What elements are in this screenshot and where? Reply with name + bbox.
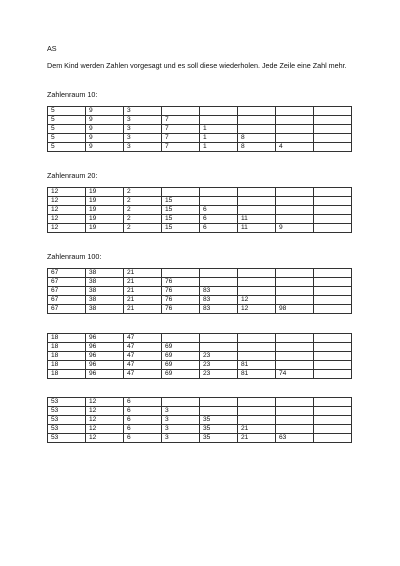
table-cell: 9	[86, 134, 124, 143]
table-cell	[314, 278, 352, 287]
table-cell: 96	[86, 361, 124, 370]
number-table-zahlenraum-100-c	[47, 397, 352, 443]
table-cell: 12	[48, 197, 86, 206]
table-cell	[314, 224, 352, 233]
table-cell: 23	[200, 370, 238, 379]
table-cell: 15	[162, 206, 200, 215]
table-cell: 21	[124, 296, 162, 305]
section-label-zahlenraum-20: Zahlenraum 20:	[47, 171, 98, 180]
table-cell: 38	[86, 305, 124, 314]
table-cell: 7	[162, 134, 200, 143]
table-cell	[200, 398, 238, 407]
table-cell: 18	[48, 352, 86, 361]
table-cell: 6	[124, 398, 162, 407]
table-cell: 3	[162, 407, 200, 416]
table-cell	[238, 269, 276, 278]
table-cell	[200, 107, 238, 116]
table-cell: 83	[200, 287, 238, 296]
table-cell: 12	[86, 434, 124, 443]
table-cell	[238, 278, 276, 287]
table-cell	[314, 305, 352, 314]
table-cell: 9	[276, 224, 314, 233]
table-row	[48, 224, 352, 233]
table-cell: 76	[162, 278, 200, 287]
table-cell	[314, 398, 352, 407]
table-cell: 96	[86, 334, 124, 343]
table-cell	[162, 269, 200, 278]
table-cell	[314, 352, 352, 361]
table-row	[48, 425, 352, 434]
table-cell: 38	[86, 287, 124, 296]
table-cell: 5	[48, 125, 86, 134]
table-cell	[276, 425, 314, 434]
table-cell: 38	[86, 269, 124, 278]
table-row	[48, 125, 352, 134]
table-cell: 12	[48, 224, 86, 233]
table-cell: 53	[48, 398, 86, 407]
table-cell	[276, 278, 314, 287]
table-cell: 3	[124, 125, 162, 134]
table-cell	[238, 206, 276, 215]
table-cell	[314, 206, 352, 215]
table-row	[48, 134, 352, 143]
table-cell: 38	[86, 296, 124, 305]
table-cell: 67	[48, 287, 86, 296]
table-cell	[238, 334, 276, 343]
table-row	[48, 416, 352, 425]
table-row	[48, 143, 352, 152]
table-cell: 3	[124, 143, 162, 152]
table-cell	[162, 334, 200, 343]
table-cell: 3	[124, 134, 162, 143]
table-row	[48, 343, 352, 352]
number-table-zahlenraum-10	[47, 106, 352, 152]
table-cell	[238, 407, 276, 416]
table-cell: 23	[200, 361, 238, 370]
table-cell	[314, 287, 352, 296]
table-cell: 18	[48, 361, 86, 370]
table-cell	[276, 197, 314, 206]
table-cell	[314, 407, 352, 416]
table-cell	[276, 215, 314, 224]
table-cell: 2	[124, 215, 162, 224]
table-cell	[162, 398, 200, 407]
table-cell: 76	[162, 305, 200, 314]
table-cell: 6	[124, 434, 162, 443]
table-cell	[314, 416, 352, 425]
table-cell: 15	[162, 224, 200, 233]
table-cell	[200, 116, 238, 125]
table-cell	[162, 107, 200, 116]
table-cell	[200, 407, 238, 416]
table-row	[48, 398, 352, 407]
table-row	[48, 278, 352, 287]
table-row	[48, 334, 352, 343]
table-cell: 9	[86, 143, 124, 152]
table-cell: 67	[48, 296, 86, 305]
table-row	[48, 206, 352, 215]
table-cell: 69	[162, 370, 200, 379]
instructions-text: Dem Kind werden Zahlen vorgesagt und es soll diese wiederholen. Jede Zeile eine Zahl mehr.	[47, 61, 347, 70]
table-row	[48, 287, 352, 296]
table-cell: 6	[200, 206, 238, 215]
table-cell	[238, 287, 276, 296]
table-cell	[200, 197, 238, 206]
table-cell: 74	[276, 370, 314, 379]
table-cell: 3	[162, 416, 200, 425]
table-cell	[314, 296, 352, 305]
table-cell: 18	[48, 370, 86, 379]
table-cell	[276, 343, 314, 352]
table-cell: 81	[238, 370, 276, 379]
table-cell: 53	[48, 407, 86, 416]
table-cell	[238, 125, 276, 134]
table-cell: 1	[200, 134, 238, 143]
table-cell	[314, 434, 352, 443]
table-cell: 12	[48, 188, 86, 197]
number-table-zahlenraum-20	[47, 187, 352, 233]
table-row	[48, 370, 352, 379]
table-cell: 21	[124, 287, 162, 296]
table-row	[48, 352, 352, 361]
table-cell	[238, 352, 276, 361]
table-cell: 12	[86, 416, 124, 425]
table-cell: 47	[124, 370, 162, 379]
table-cell	[238, 197, 276, 206]
table-row	[48, 305, 352, 314]
table-cell: 67	[48, 305, 86, 314]
table-cell: 12	[48, 206, 86, 215]
table-cell: 6	[124, 407, 162, 416]
table-cell	[314, 125, 352, 134]
table-cell: 83	[200, 296, 238, 305]
table-cell	[200, 334, 238, 343]
table-cell: 4	[276, 143, 314, 152]
table-cell: 21	[238, 434, 276, 443]
table-cell: 76	[162, 287, 200, 296]
table-cell	[276, 416, 314, 425]
table-cell	[200, 278, 238, 287]
table-cell	[238, 107, 276, 116]
table-cell: 1	[200, 143, 238, 152]
table-cell: 2	[124, 197, 162, 206]
table-cell	[276, 206, 314, 215]
table-cell: 23	[200, 352, 238, 361]
table-cell: 53	[48, 434, 86, 443]
table-cell: 5	[48, 107, 86, 116]
table-cell: 69	[162, 352, 200, 361]
table-cell	[238, 116, 276, 125]
table-cell: 8	[238, 134, 276, 143]
table-row	[48, 107, 352, 116]
table-cell: 2	[124, 224, 162, 233]
table-cell: 98	[276, 305, 314, 314]
table-row	[48, 296, 352, 305]
table-cell: 8	[238, 143, 276, 152]
table-cell: 2	[124, 206, 162, 215]
table-cell	[200, 269, 238, 278]
table-cell: 53	[48, 425, 86, 434]
table-cell	[238, 416, 276, 425]
table-row	[48, 434, 352, 443]
table-cell: 9	[86, 116, 124, 125]
table-cell: 21	[124, 278, 162, 287]
table-cell	[314, 116, 352, 125]
table-cell	[314, 370, 352, 379]
table-cell: 12	[238, 296, 276, 305]
number-table-zahlenraum-100-a	[47, 268, 352, 314]
table-cell	[314, 215, 352, 224]
table-cell	[238, 343, 276, 352]
table-cell: 47	[124, 334, 162, 343]
table-cell: 5	[48, 116, 86, 125]
table-cell	[276, 107, 314, 116]
table-cell: 47	[124, 343, 162, 352]
table-cell: 3	[124, 116, 162, 125]
table-cell: 5	[48, 143, 86, 152]
table-cell: 21	[124, 269, 162, 278]
table-cell: 19	[86, 215, 124, 224]
table-cell: 3	[162, 434, 200, 443]
table-cell	[314, 188, 352, 197]
table-cell: 19	[86, 197, 124, 206]
table-cell: 19	[86, 224, 124, 233]
table-cell: 67	[48, 269, 86, 278]
table-cell: 11	[238, 215, 276, 224]
table-cell: 47	[124, 352, 162, 361]
table-cell	[276, 334, 314, 343]
table-row	[48, 407, 352, 416]
table-cell: 96	[86, 352, 124, 361]
table-cell: 6	[200, 224, 238, 233]
table-row	[48, 361, 352, 370]
table-cell: 5	[48, 134, 86, 143]
table-cell	[276, 398, 314, 407]
table-cell: 67	[48, 278, 86, 287]
table-cell: 18	[48, 334, 86, 343]
table-cell	[276, 188, 314, 197]
table-cell	[314, 134, 352, 143]
table-cell: 35	[200, 425, 238, 434]
table-cell: 1	[200, 125, 238, 134]
table-cell: 76	[162, 296, 200, 305]
document-header: AS	[47, 44, 57, 53]
table-cell: 15	[162, 215, 200, 224]
table-cell: 12	[86, 398, 124, 407]
table-cell	[238, 188, 276, 197]
table-cell: 3	[162, 425, 200, 434]
table-cell	[200, 343, 238, 352]
table-cell	[314, 361, 352, 370]
table-cell	[314, 143, 352, 152]
table-cell	[276, 269, 314, 278]
table-cell: 96	[86, 370, 124, 379]
table-cell: 35	[200, 434, 238, 443]
table-cell	[314, 107, 352, 116]
table-cell: 21	[124, 305, 162, 314]
table-row	[48, 197, 352, 206]
table-row	[48, 269, 352, 278]
table-cell	[276, 134, 314, 143]
table-cell	[200, 188, 238, 197]
table-cell	[238, 398, 276, 407]
table-cell	[276, 407, 314, 416]
table-cell	[276, 125, 314, 134]
table-cell: 69	[162, 361, 200, 370]
table-cell: 6	[124, 425, 162, 434]
table-cell: 6	[200, 215, 238, 224]
table-cell: 38	[86, 278, 124, 287]
table-cell	[276, 352, 314, 361]
table-cell: 12	[48, 215, 86, 224]
table-cell	[162, 188, 200, 197]
table-cell: 69	[162, 343, 200, 352]
number-table-zahlenraum-100-b	[47, 333, 352, 379]
table-cell	[314, 343, 352, 352]
table-cell: 19	[86, 188, 124, 197]
table-cell: 12	[86, 425, 124, 434]
table-cell: 12	[238, 305, 276, 314]
table-cell: 6	[124, 416, 162, 425]
table-cell	[314, 425, 352, 434]
table-cell: 18	[48, 343, 86, 352]
table-cell	[314, 334, 352, 343]
table-cell: 53	[48, 416, 86, 425]
table-cell: 47	[124, 361, 162, 370]
table-cell	[276, 116, 314, 125]
table-cell: 83	[200, 305, 238, 314]
table-cell: 15	[162, 197, 200, 206]
table-cell: 96	[86, 343, 124, 352]
table-cell: 63	[276, 434, 314, 443]
table-cell: 21	[238, 425, 276, 434]
table-cell	[276, 296, 314, 305]
table-cell: 7	[162, 143, 200, 152]
table-cell: 35	[200, 416, 238, 425]
table-cell: 7	[162, 125, 200, 134]
table-row	[48, 215, 352, 224]
table-cell	[276, 361, 314, 370]
table-cell: 12	[86, 407, 124, 416]
table-cell	[276, 287, 314, 296]
section-label-zahlenraum-100: Zahlenraum 100:	[47, 252, 102, 261]
table-cell: 81	[238, 361, 276, 370]
table-cell: 9	[86, 125, 124, 134]
table-cell: 11	[238, 224, 276, 233]
table-row	[48, 188, 352, 197]
table-cell	[314, 197, 352, 206]
section-label-zahlenraum-10: Zahlenraum 10:	[47, 90, 98, 99]
table-cell: 3	[124, 107, 162, 116]
table-row	[48, 116, 352, 125]
table-cell: 19	[86, 206, 124, 215]
table-cell: 7	[162, 116, 200, 125]
table-cell: 2	[124, 188, 162, 197]
table-cell	[314, 269, 352, 278]
table-cell: 9	[86, 107, 124, 116]
